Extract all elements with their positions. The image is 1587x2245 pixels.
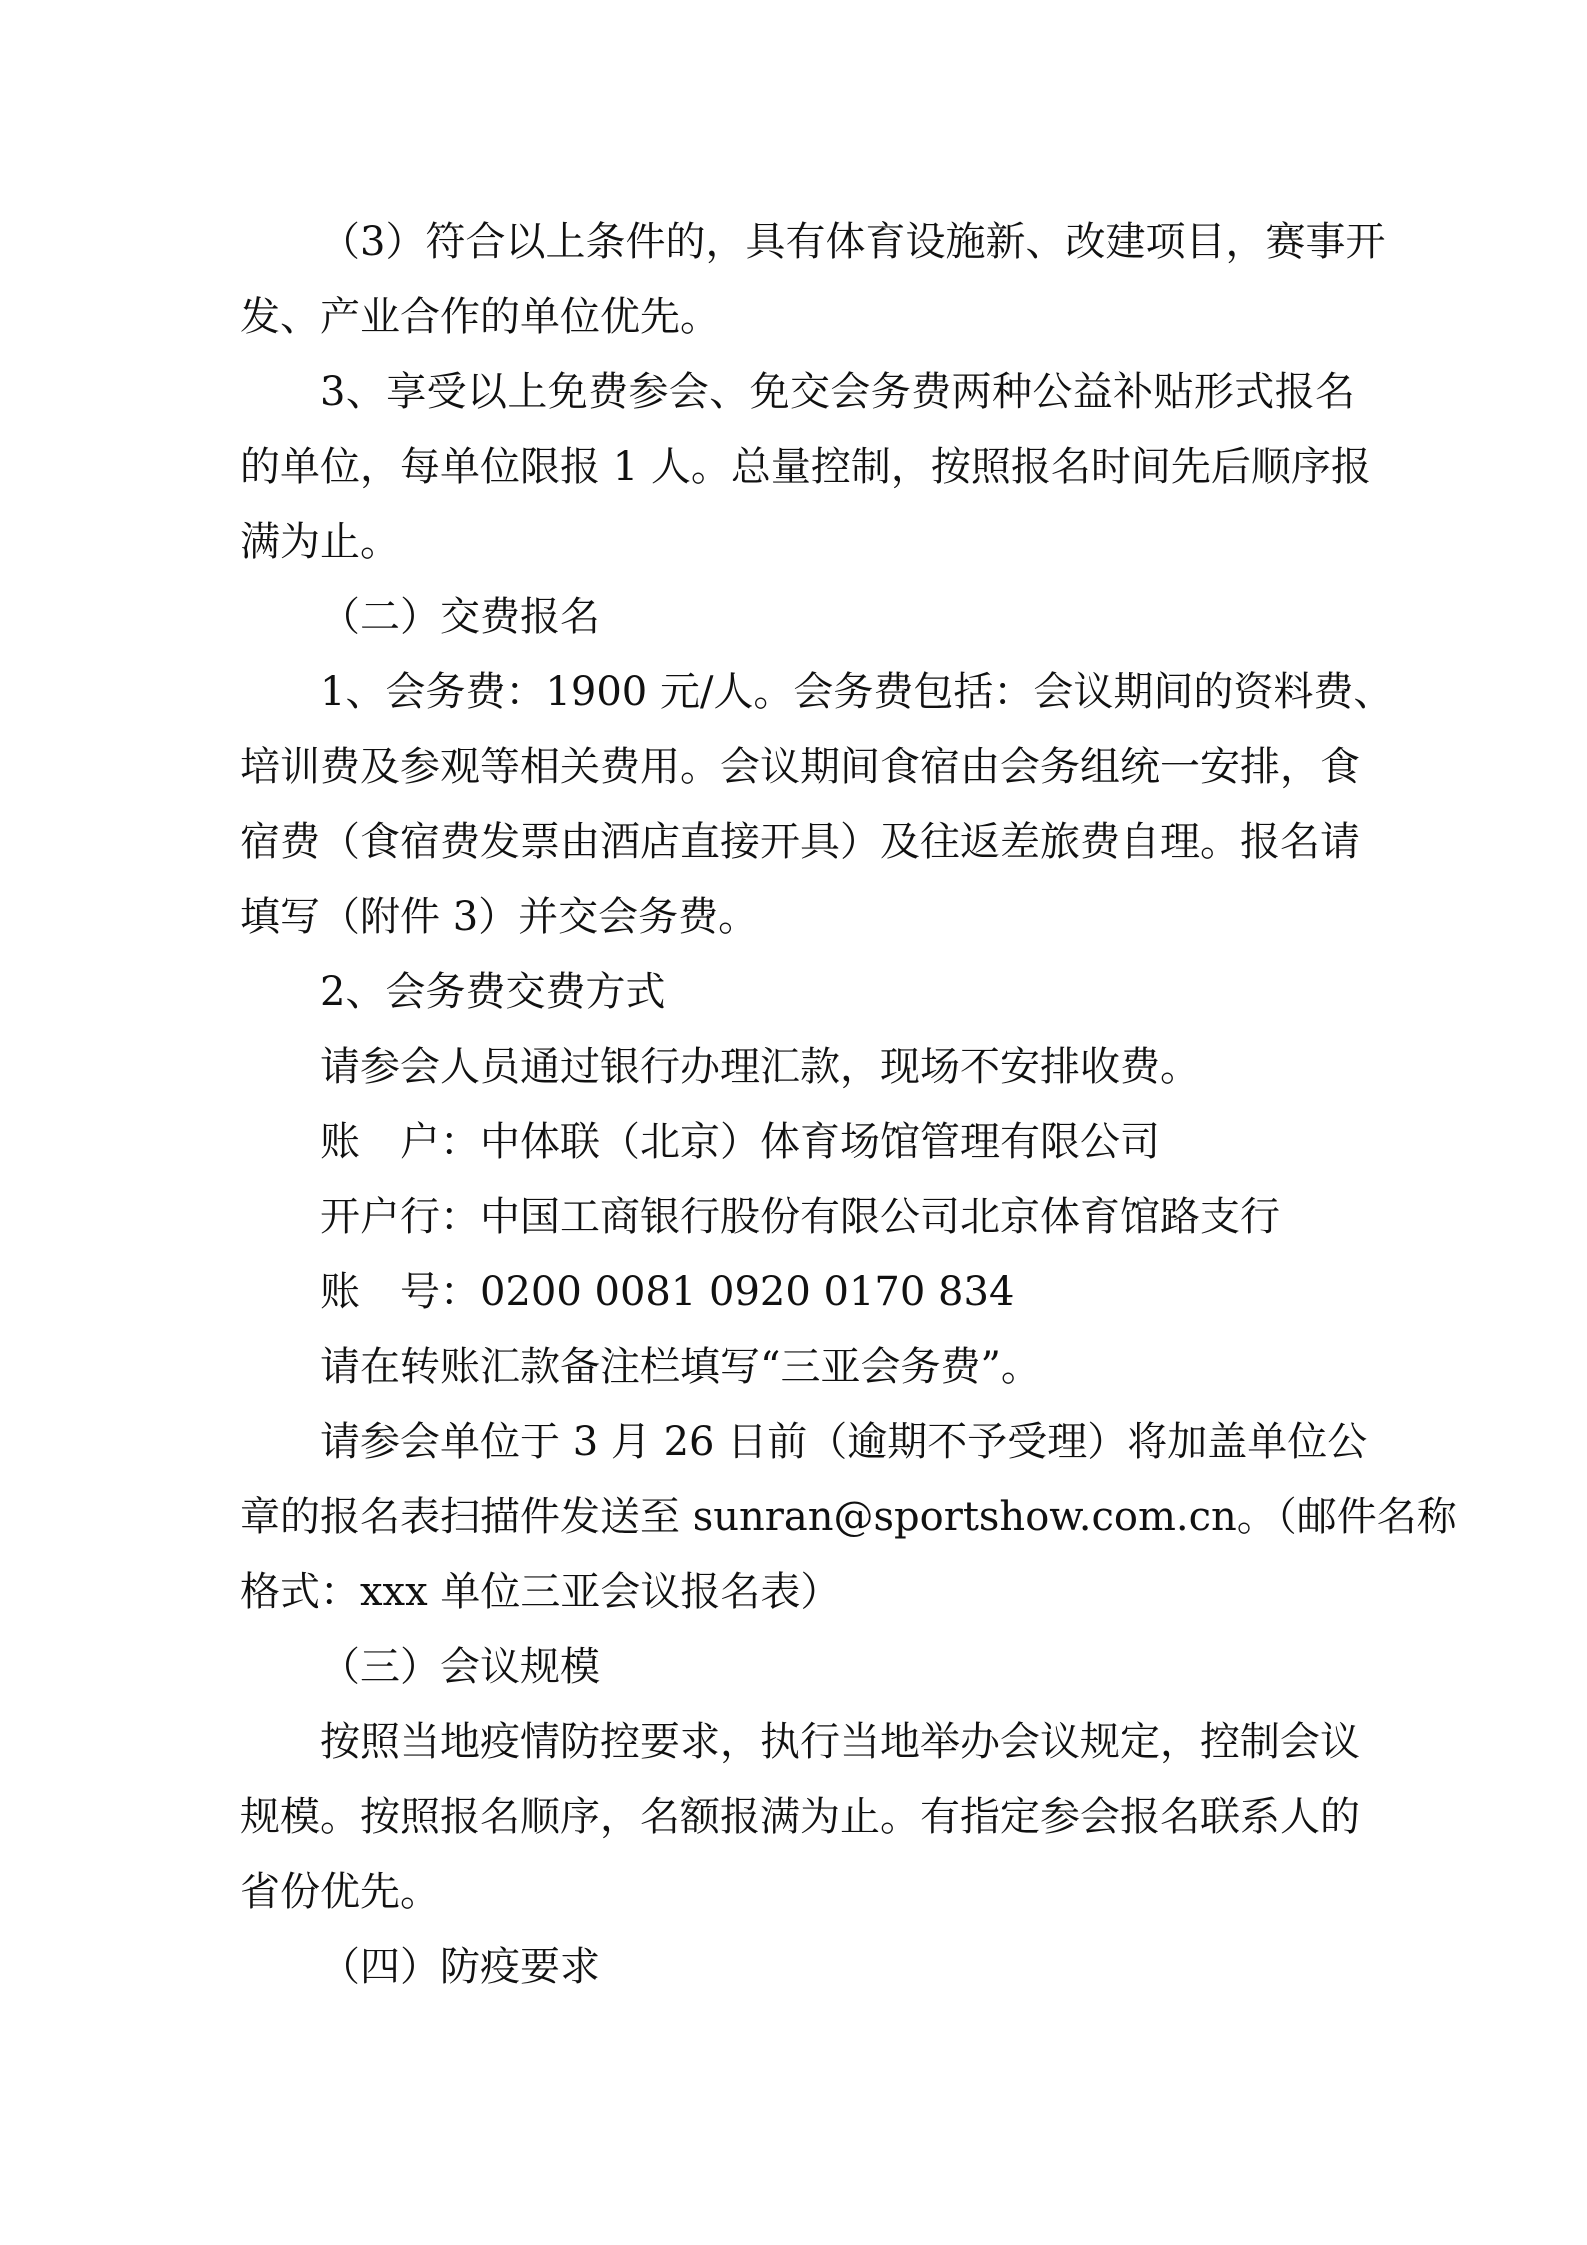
paragraph-line: 请在转账汇款备注栏填写“三亚会务费”。 bbox=[320, 1344, 1041, 1390]
paragraph-line: 宿费（食宿费发票由酒店直接开具）及往返差旅费自理。报名请 bbox=[240, 819, 1360, 865]
paragraph-line: 请参会单位于 3 月 26 日前（逾期不予受理）将加盖单位公 bbox=[320, 1419, 1368, 1465]
paragraph-line: 3、享受以上免费参会、免交会务费两种公益补贴形式报名 bbox=[320, 369, 1355, 415]
paragraph-line: 满为止。 bbox=[240, 519, 400, 565]
email-line: 章的报名表扫描件发送至 sunran@sportshow.com.cn。（邮件名称 bbox=[240, 1494, 1457, 1540]
section-heading: （三）会议规模 bbox=[320, 1644, 600, 1690]
paragraph-line: 省份优先。 bbox=[240, 1869, 440, 1915]
paragraph-line: 请参会人员通过银行办理汇款，现场不安排收费。 bbox=[320, 1044, 1200, 1090]
paragraph-line: 规模。按照报名顺序，名额报满为止。有指定参会报名联系人的 bbox=[240, 1794, 1360, 1840]
paragraph-line: 填写（附件 3）并交会务费。 bbox=[240, 894, 759, 940]
bank-line: 开户行：中国工商银行股份有限公司北京体育馆路支行 bbox=[320, 1194, 1280, 1240]
paragraph-line: 格式：xxx 单位三亚会议报名表） bbox=[240, 1569, 841, 1615]
paragraph-line: （3）符合以上条件的，具有体育设施新、改建项目，赛事开 bbox=[320, 219, 1386, 265]
section-heading: （二）交费报名 bbox=[320, 594, 600, 640]
account-name-line: 账 户：中体联（北京）体育场馆管理有限公司 bbox=[320, 1119, 1160, 1165]
account-number-line: 账 号：0200 0081 0920 0170 834 bbox=[320, 1269, 1015, 1315]
paragraph-line: 培训费及参观等相关费用。会议期间食宿由会务组统一安排，食 bbox=[240, 744, 1360, 790]
paragraph-line: 1、会务费：1900 元/人。会务费包括：会议期间的资料费、 bbox=[320, 669, 1394, 715]
paragraph-line: 发、产业合作的单位优先。 bbox=[240, 294, 720, 340]
paragraph-line: 2、会务费交费方式 bbox=[320, 969, 666, 1015]
paragraph-line: 按照当地疫情防控要求，执行当地举办会议规定，控制会议 bbox=[320, 1719, 1360, 1765]
paragraph-line: 的单位，每单位限报 1 人。总量控制，按照报名时间先后顺序报 bbox=[240, 444, 1371, 490]
section-heading: （四）防疫要求 bbox=[320, 1944, 600, 1990]
